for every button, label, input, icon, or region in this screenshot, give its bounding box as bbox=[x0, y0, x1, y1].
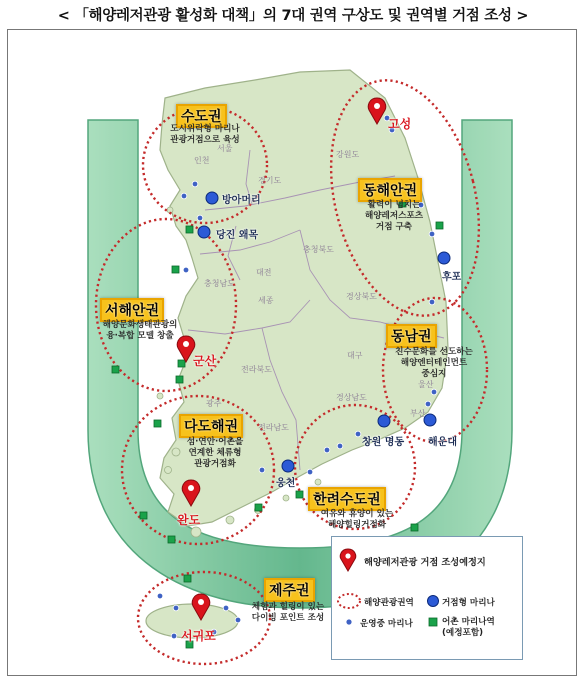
marina-hub-icon bbox=[428, 596, 439, 607]
region-desc-dongnam: 친수문화를 선도하는 해양엔터테인먼트 중심지 bbox=[395, 347, 473, 379]
region-desc-seohae: 해양문화생태관광의 융·복합 모델 창출 bbox=[102, 320, 178, 341]
marina-dot-icon bbox=[173, 605, 179, 611]
province-label-sejong: 세종 bbox=[258, 296, 274, 305]
region-desc-jeju: 체험과 힐링이 있는 다이빙 포인트 조성 bbox=[251, 602, 325, 623]
province-label-jeonbuk: 전라북도 bbox=[241, 365, 272, 374]
fishing-marina-icon bbox=[186, 226, 193, 233]
legend-region-label: 해양관광권역 bbox=[364, 598, 414, 608]
marina-hub-icon bbox=[206, 192, 218, 204]
port-label-bangamori: 방아머리 bbox=[222, 195, 261, 206]
province-label-chungnam: 충청남도 bbox=[204, 279, 235, 288]
marina-dot-icon bbox=[431, 389, 437, 395]
port-label-hupo: 후포 bbox=[442, 272, 462, 283]
province-label-jeonnam: 전라남도 bbox=[258, 423, 289, 432]
region-label-donghae: 동해안권 bbox=[358, 178, 422, 202]
fishing-marina-icon bbox=[176, 376, 183, 383]
marina-dot-icon bbox=[337, 443, 343, 449]
region-label-sudo: 수도권 bbox=[176, 104, 227, 128]
marina-dot-icon bbox=[307, 469, 313, 475]
legend-fishing-marina-note: (예정포함) bbox=[442, 628, 484, 638]
marina-hub-icon bbox=[438, 252, 450, 264]
city-label-gunsan: 군산 bbox=[193, 354, 217, 368]
fishing-marina-icon bbox=[154, 420, 161, 427]
marina-dot-icon bbox=[192, 181, 198, 187]
region-desc-hallyeo: 여유와 휴양이 있는 해양힐링거점화 bbox=[320, 509, 394, 530]
port-label-haeundae: 해운대 bbox=[428, 437, 457, 448]
marina-dot-icon bbox=[324, 447, 330, 453]
marina-hub-icon bbox=[424, 414, 436, 426]
port-label-ungcheon: 웅천 bbox=[276, 478, 296, 489]
province-label-seoul: 서울 bbox=[217, 144, 233, 153]
fishing-marina-icon bbox=[429, 618, 437, 626]
region-label-dadohae: 다도해권 bbox=[179, 414, 243, 438]
fishing-marina-icon bbox=[411, 524, 418, 531]
port-label-dangjin: 당진 왜목 bbox=[216, 230, 259, 241]
marina-dot-icon bbox=[171, 633, 177, 639]
fishing-marina-icon bbox=[140, 512, 147, 519]
marina-dot-icon bbox=[197, 215, 203, 221]
region-desc-dadohae: 섬·연안·어촌을 연계한 체류형 관광거점화 bbox=[186, 437, 244, 469]
province-label-gyeongbuk: 경상북도 bbox=[346, 292, 377, 301]
province-label-gyeonggi: 경기도 bbox=[258, 176, 282, 185]
marina-dot-icon bbox=[346, 619, 352, 625]
legend-fishing-marina-label: 어촌 마리나역 bbox=[442, 617, 495, 627]
marina-dot-icon bbox=[181, 193, 187, 199]
city-label-wando: 완도 bbox=[177, 513, 201, 527]
page-title: < 「해양레저관광 활성화 대책」의 7대 권역 구상도 및 권역별 거점 조성 > bbox=[57, 8, 529, 24]
province-label-ulsan: 울산 bbox=[418, 380, 434, 389]
marina-dot-icon bbox=[223, 605, 229, 611]
province-label-incheon: 인천 bbox=[194, 156, 210, 165]
dotted-circle-icon bbox=[338, 594, 360, 608]
region-label-hallyeo: 한려수도권 bbox=[308, 487, 386, 511]
province-label-gyeongnam: 경상남도 bbox=[336, 393, 367, 402]
legend-site-label: 해양레저관광 거점 조성예정지 bbox=[364, 557, 486, 568]
province-label-gwangju: 광주 bbox=[206, 399, 222, 408]
fishing-marina-icon bbox=[184, 575, 191, 582]
marina-dot-icon bbox=[355, 431, 361, 437]
marina-hub-icon bbox=[282, 460, 294, 472]
marina-hub-icon bbox=[198, 226, 210, 238]
map-legend bbox=[331, 536, 523, 660]
marina-dot-icon bbox=[425, 401, 431, 407]
fishing-marina-icon bbox=[296, 491, 303, 498]
marina-dot-icon bbox=[183, 267, 189, 273]
location-pin-icon bbox=[340, 549, 355, 571]
province-label-busan: 부산 bbox=[410, 409, 426, 418]
province-label-daejeon: 대전 bbox=[256, 268, 272, 277]
fishing-marina-icon bbox=[172, 266, 179, 273]
marina-hub-icon bbox=[378, 415, 390, 427]
city-label-goseong: 고성 bbox=[388, 117, 412, 131]
port-label-changwon: 창원 명동 bbox=[362, 437, 405, 448]
region-desc-sudo: 도시위락형 마리나 관광거점으로 육성 bbox=[170, 124, 240, 145]
city-label-seogwipo: 서귀포 bbox=[181, 629, 216, 643]
province-label-daegu: 대구 bbox=[347, 351, 363, 360]
fishing-marina-icon bbox=[178, 360, 185, 367]
legend-hub-marina-label: 거점형 마리나 bbox=[442, 598, 495, 608]
region-label-jeju: 제주권 bbox=[264, 578, 315, 602]
region-label-dongnam: 동남권 bbox=[386, 324, 437, 348]
fishing-marina-icon bbox=[255, 504, 262, 511]
region-label-seohae: 서해안권 bbox=[100, 298, 164, 322]
legend-operating-marina-label: 운영중 마리나 bbox=[360, 619, 413, 629]
region-desc-donghae: 활력이 넘치는 해양레저스포츠 거점 구축 bbox=[364, 200, 424, 232]
marina-dot-icon bbox=[429, 299, 435, 305]
fishing-marina-icon bbox=[168, 536, 175, 543]
marina-dot-icon bbox=[157, 593, 163, 599]
fishing-marina-icon bbox=[112, 366, 119, 373]
province-label-gangwon: 강원도 bbox=[336, 150, 360, 159]
province-label-chungbuk: 충청북도 bbox=[303, 245, 334, 254]
